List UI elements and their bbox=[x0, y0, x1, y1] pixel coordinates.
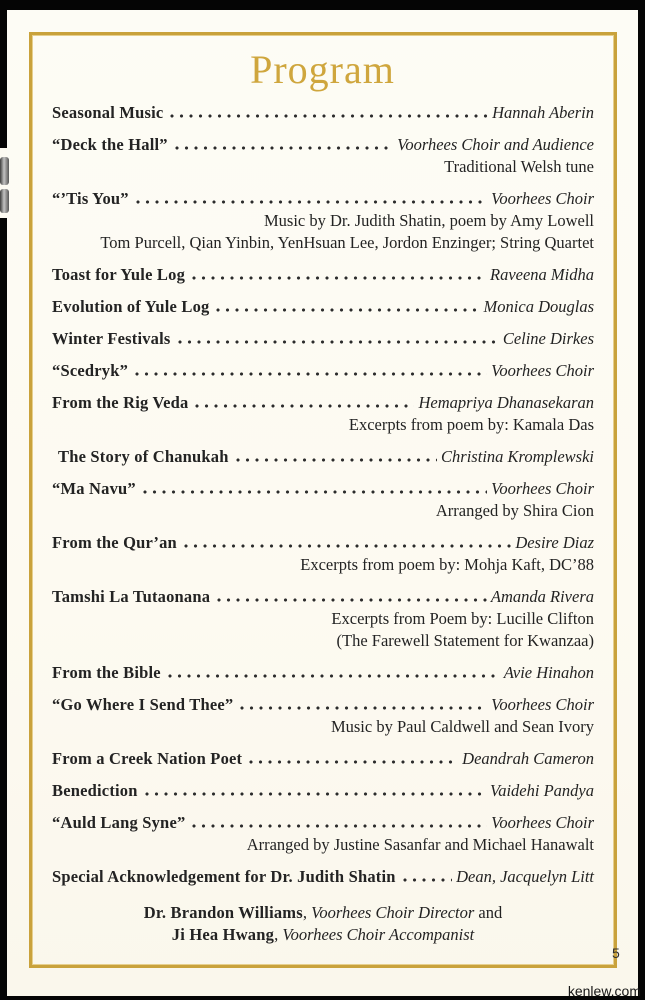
scanned-page bbox=[7, 10, 638, 996]
program-entry bbox=[52, 694, 594, 738]
dotted-leader bbox=[403, 878, 452, 882]
program-entry bbox=[52, 296, 594, 318]
entry-row bbox=[52, 264, 594, 286]
entry-performer: Voorhees Choir bbox=[491, 361, 594, 380]
entry-performer: Avie Hinahon bbox=[503, 663, 594, 682]
dotted-leader bbox=[236, 458, 437, 462]
entry-title: Tamshi La Tutaonana bbox=[52, 587, 211, 606]
dotted-leader bbox=[135, 372, 487, 376]
program-entries bbox=[52, 102, 594, 888]
watermark: kenlew.com bbox=[567, 983, 641, 999]
entry-row bbox=[52, 188, 594, 210]
entry-row bbox=[52, 392, 594, 414]
entry-row bbox=[52, 780, 594, 802]
credit-role: Voorhees Choir Director bbox=[311, 903, 475, 922]
entry-title: From the Bible bbox=[52, 663, 161, 682]
entry-row bbox=[52, 812, 594, 834]
dotted-leader bbox=[216, 308, 479, 312]
credit-name: Dr. Brandon Williams bbox=[143, 903, 303, 922]
entry-subline: Arranged by Shira Cion bbox=[435, 501, 594, 520]
dotted-leader bbox=[175, 146, 393, 150]
entry-title: “Scedryk” bbox=[52, 361, 129, 380]
entry-row bbox=[52, 446, 594, 468]
binding-mark-icon bbox=[0, 189, 9, 213]
entry-row bbox=[52, 694, 594, 716]
dotted-leader bbox=[145, 792, 486, 796]
entry-performer: Celine Dirkes bbox=[502, 329, 594, 348]
entry-title: Evolution of Yule Log bbox=[52, 297, 210, 316]
entry-row bbox=[52, 662, 594, 684]
entry-row bbox=[52, 328, 594, 350]
entry-performer: Vaidehi Pandya bbox=[489, 781, 594, 800]
entry-performer: Voorhees Choir bbox=[491, 813, 594, 832]
entry-subline: Tom Purcell, Qian Yinbin, YenHsuan Lee, Jordon Enzinger; String Quartet bbox=[100, 233, 594, 252]
dotted-leader bbox=[143, 490, 487, 494]
entry-performer: Deandrah Cameron bbox=[462, 749, 594, 768]
entry-subline: Music by Dr. Judith Shatin, poem by Amy Lowell bbox=[264, 211, 594, 230]
dotted-leader bbox=[195, 404, 414, 408]
binding-mark-icon bbox=[0, 157, 9, 185]
entry-performer: Desire Diaz bbox=[515, 533, 594, 552]
credit-role: Voorhees Choir Accompanist bbox=[282, 925, 475, 944]
dotted-leader bbox=[170, 114, 488, 118]
entry-row bbox=[52, 478, 594, 500]
entry-row bbox=[52, 748, 594, 770]
credit-line: Ji Hea Hwang, Voorhees Choir Accompanist bbox=[171, 925, 475, 944]
entry-performer: Hemapriya Dhanasekaran bbox=[418, 393, 594, 412]
entry-row bbox=[52, 532, 594, 554]
program-entry bbox=[52, 360, 594, 382]
entry-title: Seasonal Music bbox=[52, 103, 164, 122]
program-entry bbox=[52, 586, 594, 652]
program-entry bbox=[52, 780, 594, 802]
dotted-leader bbox=[192, 824, 487, 828]
dotted-leader bbox=[136, 200, 487, 204]
program-entry bbox=[52, 478, 594, 522]
program-entry bbox=[52, 134, 594, 178]
credits bbox=[52, 902, 594, 946]
entry-performer: Voorhees Choir and Audience bbox=[397, 135, 594, 154]
entry-subline: Excerpts from poem by: Kamala Das bbox=[348, 415, 594, 434]
entry-subline: Excerpts from Poem by: Lucille Clifton bbox=[331, 609, 594, 628]
program-entry bbox=[52, 102, 594, 124]
dotted-leader bbox=[192, 276, 486, 280]
entry-title: The Story of Chanukah bbox=[58, 447, 229, 466]
dotted-leader bbox=[217, 598, 487, 602]
entry-title: “Deck the Hall” bbox=[52, 135, 168, 154]
dotted-leader bbox=[178, 340, 499, 344]
entry-title: “Go Where I Send Thee” bbox=[52, 695, 234, 714]
entry-title: “’Tis You” bbox=[52, 189, 129, 208]
page-title: Program bbox=[250, 47, 395, 92]
entry-row bbox=[52, 866, 594, 888]
credit-line: Dr. Brandon Williams, Voorhees Choir Director and bbox=[143, 903, 503, 922]
program-entry bbox=[52, 748, 594, 770]
entry-subline: Music by Paul Caldwell and Sean Ivory bbox=[330, 717, 594, 736]
entry-row bbox=[52, 134, 594, 156]
entry-title: From the Qur’an bbox=[52, 533, 177, 552]
entry-row bbox=[52, 360, 594, 382]
entry-row bbox=[52, 102, 594, 124]
entry-performer: Christina Kromplewski bbox=[441, 447, 594, 466]
entry-subline: Arranged by Justine Sasanfar and Michael Hanawalt bbox=[246, 835, 594, 854]
program-entry bbox=[52, 188, 594, 254]
program-entry bbox=[52, 392, 594, 436]
program-entry bbox=[52, 446, 594, 468]
dotted-leader bbox=[249, 760, 458, 764]
program-entry bbox=[52, 812, 594, 856]
program-entry bbox=[52, 328, 594, 350]
entry-performer: Monica Douglas bbox=[483, 297, 594, 316]
program-entry bbox=[52, 866, 594, 888]
entry-performer: Amanda Rivera bbox=[490, 587, 594, 606]
page-number: 5 bbox=[612, 945, 620, 961]
entry-title: Special Acknowledgement for Dr. Judith Shatin bbox=[52, 867, 396, 886]
entry-subline: (The Farewell Statement for Kwanzaa) bbox=[336, 631, 594, 650]
entry-title: From a Creek Nation Poet bbox=[52, 749, 243, 768]
entry-row bbox=[52, 586, 594, 608]
program-content bbox=[52, 102, 594, 946]
program-entry bbox=[52, 532, 594, 576]
entry-title: Toast for Yule Log bbox=[52, 265, 186, 284]
entry-title: Benediction bbox=[52, 781, 138, 800]
entry-subline: Excerpts from poem by: Mohja Kaft, DC’88 bbox=[300, 555, 594, 574]
dotted-leader bbox=[168, 674, 500, 678]
entry-title: From the Rig Veda bbox=[52, 393, 189, 412]
entry-performer: Dean, Jacquelyn Litt bbox=[456, 867, 594, 886]
program-entry bbox=[52, 264, 594, 286]
entry-title: “Ma Navu” bbox=[52, 479, 136, 498]
entry-title: “Auld Lang Syne” bbox=[52, 813, 186, 832]
program-entry bbox=[52, 662, 594, 684]
entry-performer: Voorhees Choir bbox=[491, 695, 594, 714]
dotted-leader bbox=[240, 706, 487, 710]
dotted-leader bbox=[184, 544, 511, 548]
entry-subline: Traditional Welsh tune bbox=[444, 157, 594, 176]
entry-title: Winter Festivals bbox=[52, 329, 171, 348]
credit-name: Ji Hea Hwang bbox=[171, 925, 275, 944]
entry-performer: Voorhees Choir bbox=[491, 189, 594, 208]
entry-performer: Raveena Midha bbox=[489, 265, 594, 284]
entry-performer: Hannah Aberin bbox=[492, 103, 594, 122]
entry-row bbox=[52, 296, 594, 318]
entry-performer: Voorhees Choir bbox=[491, 479, 594, 498]
